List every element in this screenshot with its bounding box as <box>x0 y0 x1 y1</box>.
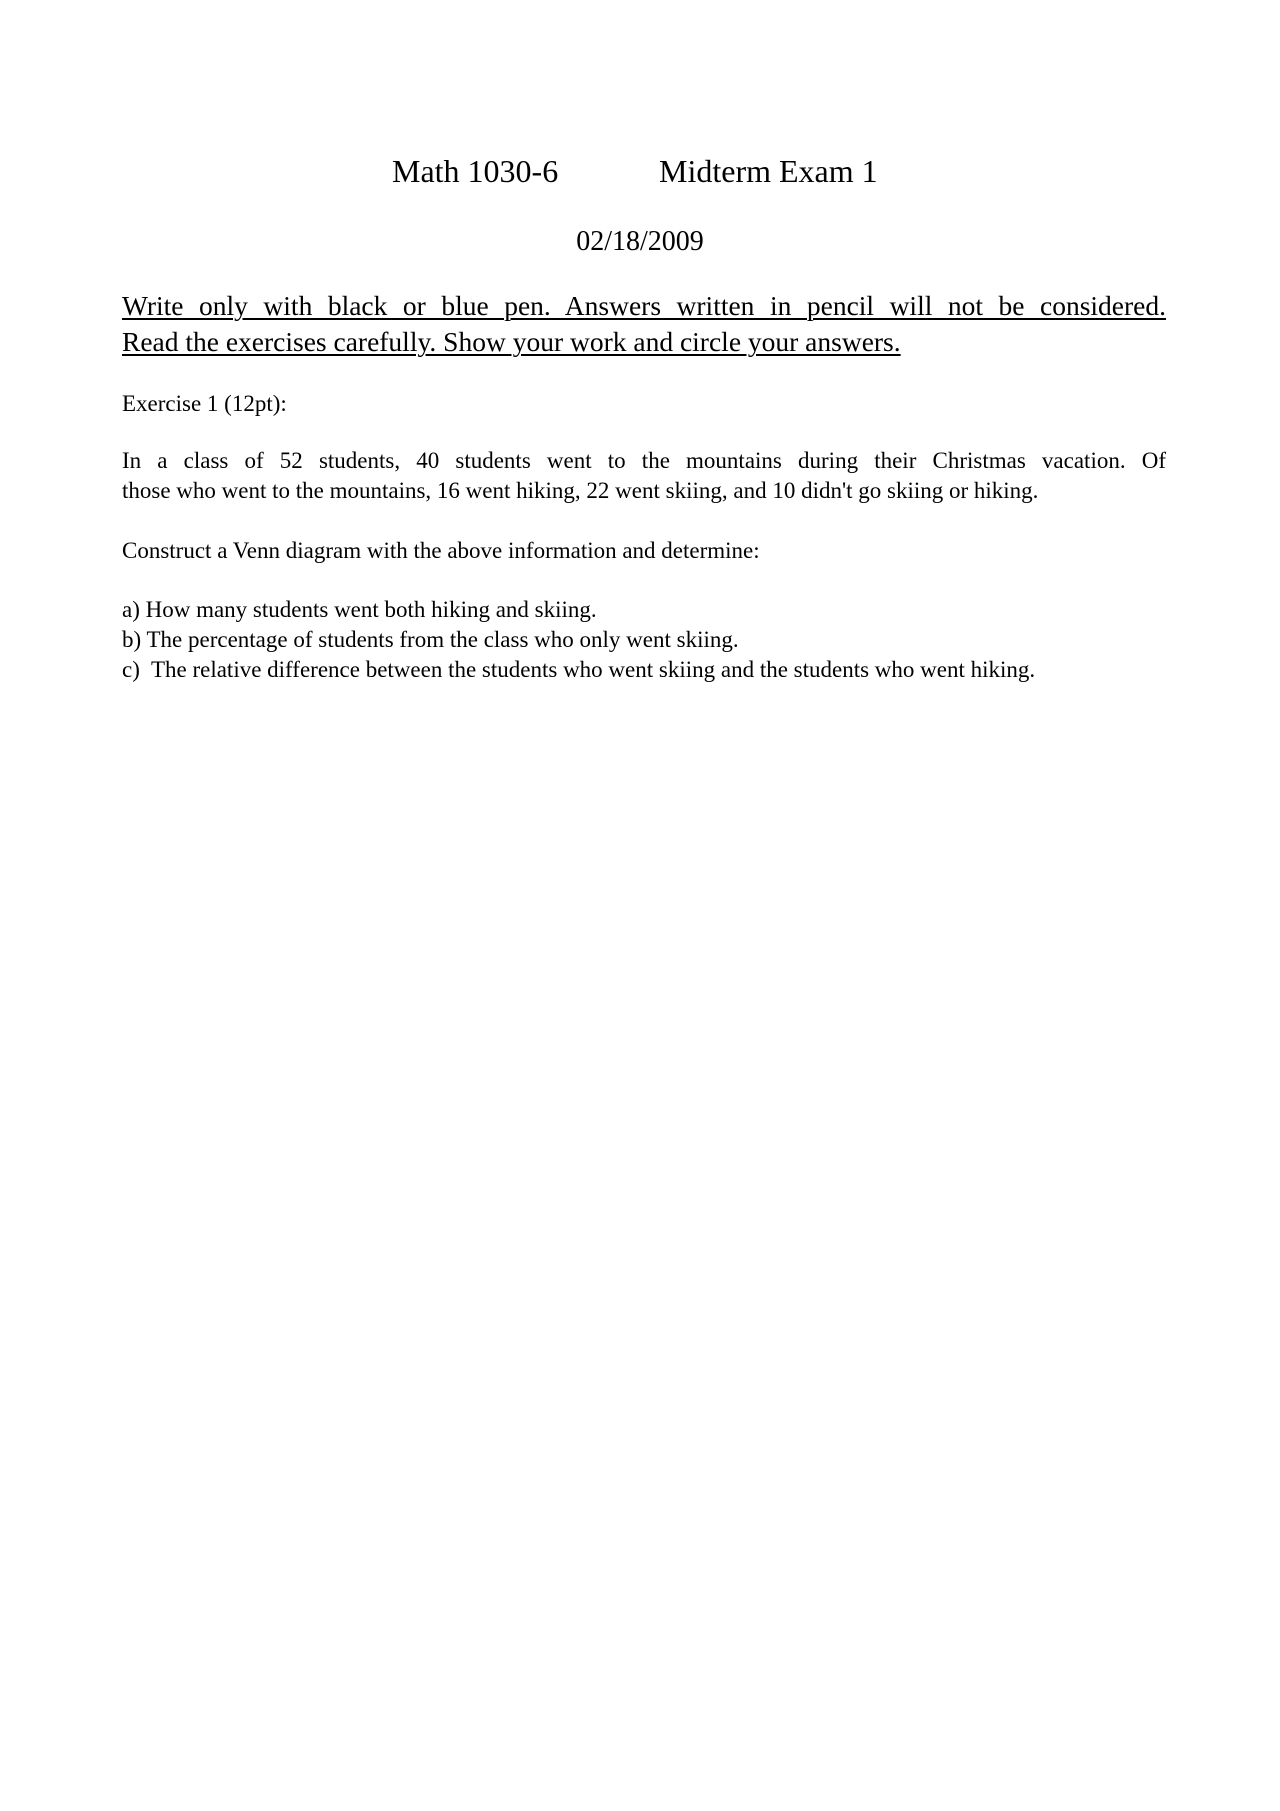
exam-title <box>0 150 1280 192</box>
question-item-a: a) How many students went both hiking and skiing. <box>122 597 597 622</box>
problem-line-2: those who went to the mountains, 16 went hiking, 22 went skiing, and 10 didn't go skiing or hiking. <box>122 478 1039 503</box>
exam-instructions <box>122 288 1166 360</box>
exercise-problem <box>122 446 1166 506</box>
problem-line-1: In a class of 52 students, 40 students went to the mountains during their Christmas vacation. Of <box>122 448 1166 473</box>
course-name: Math 1030-6 <box>392 153 559 189</box>
exercise-heading: Exercise 1 (12pt): <box>122 391 287 416</box>
exercise-instruction: Construct a Venn diagram with the above information and determine: <box>122 538 760 563</box>
instructions-line-2: Read the exercises carefully. Show your work and circle your answers. <box>122 326 901 357</box>
instructions-line-1: Write only with black or blue pen. Answers written in pencil will not be considered. <box>122 290 1166 321</box>
exam-date: 02/18/2009 <box>576 226 704 257</box>
question-list <box>122 595 1035 685</box>
question-item-b: b) The percentage of students from the class who only went skiing. <box>122 627 739 652</box>
exam-name: Midterm Exam 1 <box>659 153 878 189</box>
question-item-c: c) The relative difference between the students who went skiing and the students who went hiking. <box>122 657 1036 682</box>
